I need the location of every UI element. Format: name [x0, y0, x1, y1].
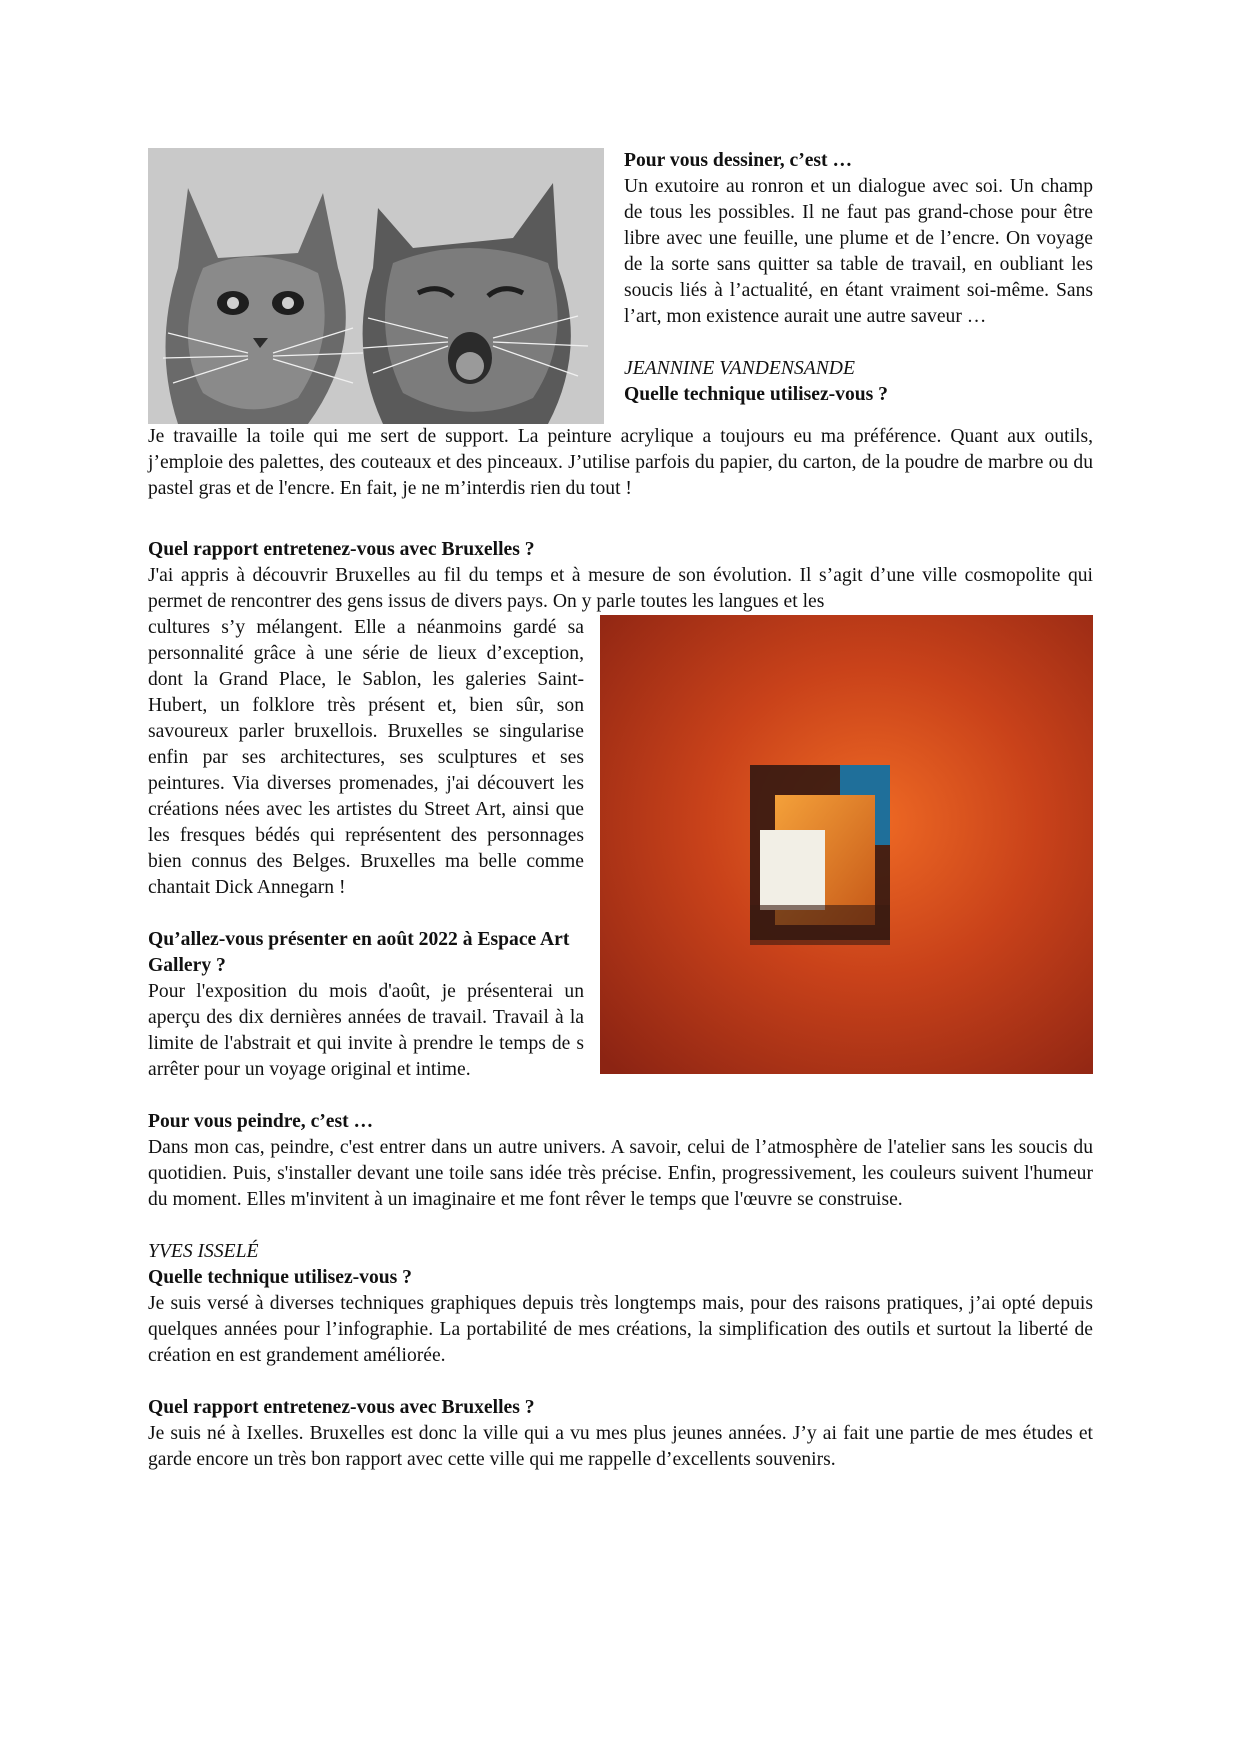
answer-technique-2: Je suis versé à diverses techniques graphiques depuis très longtemps mais, pour des raisons pratiques, j’ai opté depuis quelques années pour l’infographie. La portabilité de mes créations, la simplification des outils et surtout la liberté de création en est grandement améliorée. — [148, 1293, 1093, 1366]
section-body-dessiner: Un exutoire au ronron et un dialogue avec soi. Un champ de tous les possibles. Il ne faut pas grand-chose pour être libre avec une feuille, une plume et de l’encre. On voyage de la sorte sans quitter sa table de travail, en oubliant les soucis liés à l’actualité, en étant vraiment soi-même. Sans l’art, mon existence aurait une autre saveur … — [624, 176, 1093, 327]
section-heading-dessiner: Pour vous dessiner, c’est … — [624, 150, 853, 171]
artist-name-issele: YVES ISSELÉ — [148, 1241, 259, 1262]
answer-bruxelles-2: Je suis né à Ixelles. Bruxelles est donc la ville qui a vu mes plus jeunes années. J’y ai fait une partie de mes études et garde encore un très bon rapport avec cette ville qui me rappelle d’excellents souvenirs. — [148, 1423, 1093, 1470]
article-page — [148, 148, 1093, 1473]
question-technique-1: Quelle technique utilisez-vous ? — [624, 384, 888, 405]
spacer — [148, 1213, 1093, 1239]
question-bruxelles-2: Quel rapport entretenez-vous avec Bruxelles ? — [148, 1397, 535, 1418]
answer-bruxelles-1-lead: J'ai appris à découvrir Bruxelles au fil du temps et à mesure de son évolution. Il s’agit d’une ville cosmopolite qui permet de rencontrer des gens issus de divers pays. On y parle toutes les langues et les — [148, 565, 1093, 612]
spacer — [148, 1369, 1093, 1395]
answer-peindre: Dans mon cas, peindre, c'est entrer dans un autre univers. A savoir, celui de l’atmosphère de l'atelier sans les soucis du quotidien. Puis, s'installer devant une toile sans idée très précise. Enfin, progressivement, les couleurs suivent l'humeur du moment. Elles m'invitent à un imaginaire et me font rêver le temps que l'œuvre se construise. — [148, 1137, 1093, 1210]
answer-technique-1: Je travaille la toile qui me sert de support. La peinture acrylique a toujours eu ma préférence. Quant aux outils, j’emploie des palettes, des couteaux et des pinceaux. J’utilise parfois du papier, du carton, de la poudre de marbre ou du pastel gras et de l'encre. En fait, je ne m’interdis rien du tout ! — [148, 426, 1093, 499]
cat-drawing-art — [148, 148, 604, 424]
spacer — [148, 1083, 1093, 1109]
artist-name-vandensande: JEANNINE VANDENSANDE — [624, 358, 855, 379]
question-peindre: Pour vous peindre, c’est … — [148, 1111, 374, 1132]
question-technique-2: Quelle technique utilisez-vous ? — [148, 1267, 412, 1288]
question-expo: Qu’allez-vous présenter en août 2022 à Espace Art Gallery ? — [148, 929, 570, 976]
answer-bruxelles-1-rest: cultures s’y mélangent. Elle a néanmoins gardé sa personnalité grâce à une série de lieux d’exception, dont la Grand Place, le Sablon, les galeries Saint-Hubert, un folklore très présent et, bien sûr, son savoureux parler bruxellois. Bruxelles se singularise enfin par ses architectures, ses sculptures et ses peintures. Via diverses promenades, j'ai découvert les créations nées avec les artistes du Street Art, ainsi que les fresques bédés qui représentent des personnages bien connus des Belges. Bruxelles ma belle comme chantait Dick Annegarn ! — [148, 617, 584, 898]
answer-expo: Pour l'exposition du mois d'août, je présenterai un aperçu des dix dernières années de travail. Travail à la limite de l'abstrait et qui invite à prendre le temps de s arrêter pour un voyage original et intime. — [148, 981, 584, 1080]
abstract-painting-image — [600, 615, 1093, 1074]
abstract-painting-art — [600, 615, 1093, 1074]
cat-drawing-image — [148, 148, 604, 424]
question-bruxelles-1: Quel rapport entretenez-vous avec Bruxelles ? — [148, 539, 535, 560]
spacer — [148, 502, 1093, 537]
